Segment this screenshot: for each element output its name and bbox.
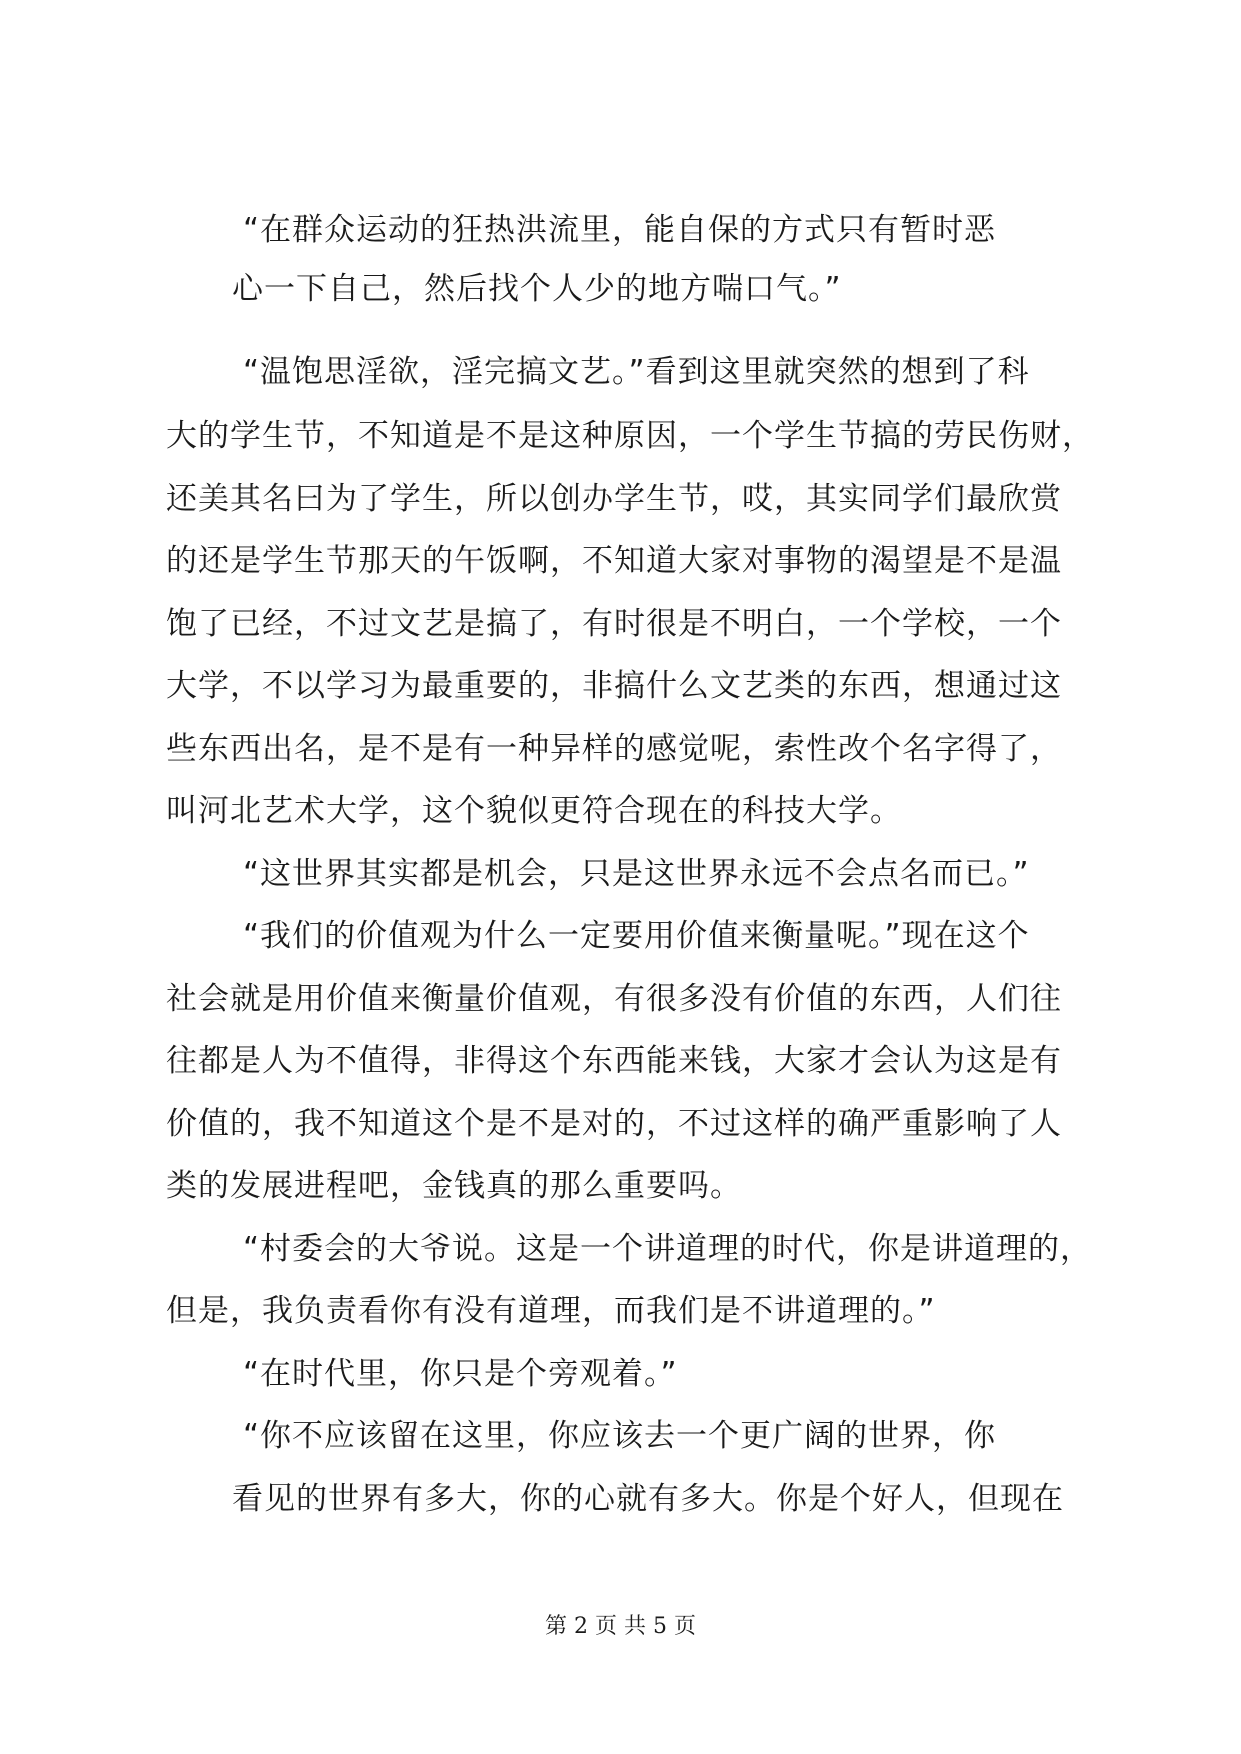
text-line: “在时代里，你只是个旁观着。”: [243, 1356, 678, 1392]
text-line: 大学，不以学习为最重要的，非搞什么文艺类的东西，想通过这: [166, 668, 1062, 704]
text-line: 大的学生节，不知道是不是这种原因，一个学生节搞的劳民伤财，: [166, 418, 1094, 454]
text-line: “在群众运动的狂热洪流里，能自保的方式只有暂时恶: [243, 212, 997, 248]
text-line: 社会就是用价值来衡量价值观，有很多没有价值的东西，人们往: [166, 981, 1062, 1017]
text-line: 类的发展进程吧，金钱真的那么重要吗。: [166, 1168, 742, 1204]
text-line: 饱了已经，不过文艺是搞了，有时很是不明白，一个学校，一个: [166, 606, 1062, 642]
text-line: 还美其名曰为了学生，所以创办学生节，哎，其实同学们最欣赏: [166, 481, 1062, 517]
text-line: “这世界其实都是机会，只是这世界永远不会点名而已。”: [243, 856, 1030, 892]
text-line: “你不应该留在这里，你应该去一个更广阔的世界，你: [243, 1418, 997, 1454]
text-line: 些东西出名，是不是有一种异样的感觉呢，索性改个名字得了，: [166, 731, 1062, 767]
text-line: 看见的世界有多大，你的心就有多大。你是个好人，但现在: [232, 1481, 1064, 1517]
text-line: 但是，我负责看你有没有道理，而我们是不讲道理的。”: [166, 1293, 936, 1329]
text-line: 的还是学生节那天的午饭啊，不知道大家对事物的渴望是不是温: [166, 543, 1062, 579]
text-line: “我们的价值观为什么一定要用价值来衡量呢。”现在这个: [243, 918, 1030, 954]
text-line: 心一下自己，然后找个人少的地方喘口气。”: [232, 271, 842, 307]
text-line: 价值的，我不知道这个是不是对的，不过这样的确严重影响了人: [166, 1106, 1062, 1142]
text-line: 叫河北艺术大学，这个貌似更符合现在的科技大学。: [166, 793, 902, 829]
page-footer: 第 2 页 共 5 页: [545, 1614, 696, 1639]
text-line: “村委会的大爷说。这是一个讲道理的时代，你是讲道理的，: [243, 1231, 1093, 1267]
text-line: “温饱思淫欲，淫完搞文艺。”看到这里就突然的想到了科: [243, 354, 1030, 390]
text-line: 往都是人为不值得，非得这个东西能来钱，大家才会认为这是有: [166, 1043, 1062, 1079]
